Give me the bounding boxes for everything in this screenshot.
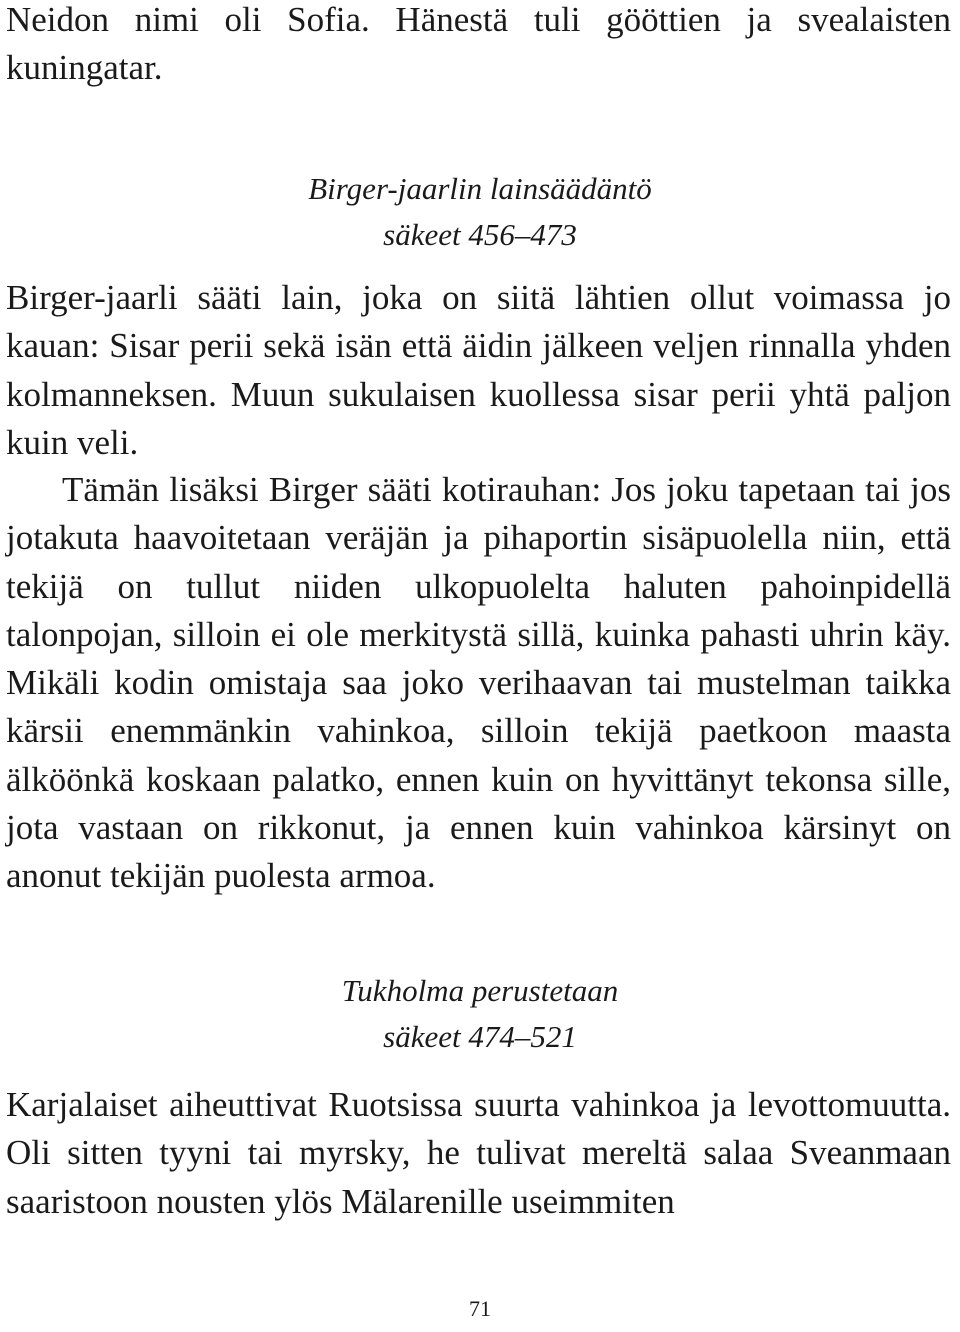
page-number: 71 bbox=[469, 1296, 491, 1321]
section-title-birger: Birger-jaarlin lainsäädäntö bbox=[308, 171, 652, 206]
section-verses-tukholma: säkeet 474–521 bbox=[383, 1019, 577, 1054]
section-verses-birger: säkeet 456–473 bbox=[383, 217, 577, 252]
opening-paragraph: Neidon nimi oli Sofia. Hänestä tuli gööttien ja svealaisten kuningatar. bbox=[6, 0, 951, 88]
body-paragraph: Birger-jaarli sääti lain, joka on siitä lähtien ollut voimassa jo kauan: Sisar perii sekä isän että äidin jälkeen veljen rinnalla yhden kolmanneksen. Muun sukulaisen kuollessa sisar perii yhtä paljon kuin veli. bbox=[6, 278, 951, 462]
body-paragraph: Karjalaiset aiheuttivat Ruotsissa suurta vahinkoa ja levottomuutta. Oli sitten tyyni tai myrsky, he tulivat mereltä salaa Sveanmaan saaristoon nousten ylös Mälarenille useimmiten bbox=[6, 1085, 951, 1221]
body-paragraph: Tämän lisäksi Birger sääti kotirauhan: Jos joku tapetaan tai jos jotakuta haavoitetaan veräjän ja pihaportin sisäpuolella niin, että tekijä on tullut niiden ulkopuolelta haluten pahoinpidellä talonpojan, silloin ei ole merkitystä sillä, kuinka pahasti uhrin käy. Mikäli kodin omistaja saa joko verihaavan tai mustelman taikka kärsii enemmänkin vahinkoa, silloin tekijä paetkoon maasta älköönkä koskaan palatko, ennen kuin on hyvittänyt tekonsa sille, jota vastaan on rikkonut, ja ennen kuin vahinkoa kärsinyt on anonut tekijän puolesta armoa. bbox=[6, 470, 951, 896]
section-title-tukholma: Tukholma perustetaan bbox=[341, 973, 619, 1008]
